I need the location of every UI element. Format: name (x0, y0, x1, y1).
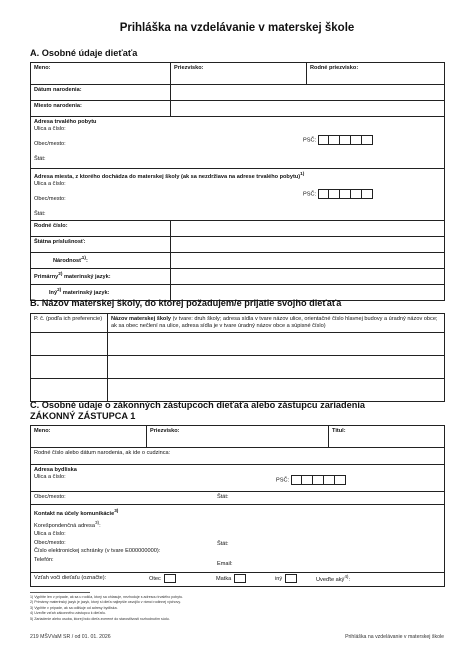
section-a-heading: A. Osobné údaje dieťaťa (30, 48, 138, 58)
psc-boxes[interactable] (318, 135, 373, 145)
nationality-field[interactable] (171, 253, 445, 269)
relationship-label: Vzťah voči dieťaťu (označte): (34, 575, 107, 581)
city-label-2: Obec/mesto: (34, 195, 66, 202)
permanent-address-label: Adresa trvalého pobytu (34, 119, 97, 125)
mother-checkbox[interactable] (234, 574, 246, 583)
psc-label-2: PSČ: (303, 191, 317, 198)
e-box-label: Číslo elektronickej schránky (v tvare E000000000): (34, 548, 161, 555)
country-label: Štát: (34, 155, 46, 162)
other-option[interactable]: iný (275, 574, 297, 583)
father-checkbox[interactable] (164, 574, 176, 583)
school-name-1[interactable] (108, 333, 445, 356)
footnote-divider (30, 592, 90, 593)
preference-order-2[interactable] (31, 356, 108, 379)
email-label: Email: (217, 561, 233, 567)
school-name-column-header: Názov materskej školy (v tvare: druh školy; adresa sídla v tvare názov ulice, orientačné číslo hlavnej budovy a úradný názov obce; ak sa obec nečlení na ulice, adresa sídla je v tvare úradný názov obce a súpisné číslo) (108, 314, 445, 333)
school-name-2[interactable] (108, 356, 445, 379)
city-label: Obec/mesto: (34, 140, 66, 147)
contact-label: Kontakt na účely komunikácie$^{3)}$ (34, 508, 119, 517)
birth-number-label: Rodné číslo: (31, 221, 171, 237)
citizenship-field[interactable] (171, 237, 445, 253)
guardian-street-label: Ulica a číslo: (34, 473, 66, 480)
guardian-city-label: Obec/mesto: (34, 494, 66, 500)
footnote-2: 2) Primárny materinský jazyk je jazyk, ktorý si dieťa najlepšie osvojilo v rámci rodinnej výchovy. (30, 600, 181, 605)
footer-form-code: 219 MŠVVaM SR / od 01. 01. 2026 (30, 634, 111, 640)
birth-date-field[interactable] (171, 85, 445, 101)
guardian-1-heading: ZÁKONNÝ ZÁSTUPCA 1 (30, 411, 136, 421)
guardian-country-label: Štát: (217, 494, 229, 500)
other-language-label: Iný$^{2)}$ materinský jazyk: (31, 285, 171, 301)
primary-language-field[interactable] (171, 269, 445, 285)
footnotes (30, 595, 444, 622)
psc-boxes-2[interactable] (318, 189, 373, 199)
specify-relationship-label: Uveďte aký$^{4)}$: (316, 574, 351, 583)
guardian-surname-field[interactable]: Priezvisko: (147, 426, 329, 448)
citizenship-label: Štátna príslušnosť: (31, 237, 171, 253)
residence-address-block[interactable] (31, 169, 445, 221)
child-surname-field[interactable]: Priezvisko: (171, 63, 307, 85)
correspondence-street-label: Ulica a číslo: (34, 531, 66, 538)
guardian-birth-number-label: Rodné číslo alebo dátum narodenia, ak ide o cudzinca: (34, 450, 171, 456)
guardian-address-block[interactable] (31, 465, 445, 505)
guardian-postal-code-field[interactable] (276, 475, 346, 485)
country-label-2: Štát: (34, 210, 46, 217)
psc-label: PSČ: (303, 137, 317, 144)
guardian-contact-block[interactable] (31, 505, 445, 573)
guardian-psc-boxes[interactable] (291, 475, 346, 485)
section-c-heading: C. Osobné údaje o zákonných zástupcoch dieťaťa alebo zástupcu zariadenia (30, 400, 366, 410)
phone-label: Telefón: (34, 557, 54, 563)
postal-code-field[interactable] (303, 135, 373, 145)
section-b-table (30, 313, 445, 402)
section-c-table (30, 425, 445, 587)
nationality-label: Národnosť$^{1)}$: (31, 253, 171, 269)
relationship-row (31, 573, 445, 587)
child-birth-surname-field[interactable]: Rodné priezvisko: (307, 63, 445, 85)
other-checkbox[interactable] (285, 574, 297, 583)
father-option[interactable]: Otec (149, 574, 176, 583)
postal-code-field-2[interactable] (303, 189, 373, 199)
preference-order-1[interactable] (31, 333, 108, 356)
preference-order-3[interactable] (31, 379, 108, 402)
birth-place-label: Miesto narodenia: (31, 101, 171, 117)
guardian-birth-number-field[interactable] (31, 448, 445, 465)
residence-address-label: Adresa miesta, z ktorého dochádza do materskej školy (ak sa nezdržiava na adrese trvalého pobytu)$^{1)}$ (34, 171, 305, 180)
section-b-heading: B. Názov materskej školy, do ktorej požadujem/e prijatie svojho dieťaťa (30, 298, 342, 308)
guardian-psc-label: PSČ: (276, 477, 290, 484)
footer-form-title: Prihláška na vzdelávanie v materskej škole (345, 634, 444, 640)
street-label: Ulica a číslo: (34, 125, 66, 132)
guardian-first-name-field[interactable]: Meno: (31, 426, 147, 448)
correspondence-address-label: Korešpondenčná adresa$^{3)}$: (34, 519, 101, 529)
birth-place-field[interactable] (171, 101, 445, 117)
footnote-5: 5) Zariadenie alebo osoba, ktorej bolo dieťa zverené do starostlivosti rozhodnutím súdu. (30, 616, 170, 621)
street-label-2: Ulica a číslo: (34, 180, 66, 187)
school-name-3[interactable] (108, 379, 445, 402)
birth-number-field[interactable] (171, 221, 445, 237)
footnote-1: 1) Vyplňte len v prípade, ak sa u rodiča, ktorý sa ohlasuje, nezhoduje s adresou trvalého pobytu. (30, 595, 184, 599)
correspondence-city-label: Obec/mesto: (34, 539, 66, 546)
footnote-4: 4) Uveďte vzťah zákonného zástupcu k dieťaťu. (30, 611, 106, 616)
birth-date-label: Dátum narodenia: (31, 85, 171, 101)
footnote-3: 3) Vyplňte v prípade, ak sa odlišuje od adresy bydliska. (30, 605, 118, 610)
mother-option[interactable]: Matka (216, 574, 246, 583)
guardian-address-label: Adresa bydliska (34, 467, 77, 473)
child-first-name-field[interactable]: Meno: (31, 63, 171, 85)
section-a-table (30, 62, 445, 301)
correspondence-country-label: Štát: (217, 541, 229, 547)
form-title: Prihláška na vzdelávanie v materskej škole (119, 22, 355, 34)
primary-language-label: Primárny$^{2)}$ materinský jazyk: (31, 269, 171, 285)
order-column-header: P. č. (podľa ich preferencie) (31, 314, 108, 333)
guardian-title-field[interactable]: Titul: (329, 426, 445, 448)
permanent-address-block[interactable] (31, 117, 445, 169)
